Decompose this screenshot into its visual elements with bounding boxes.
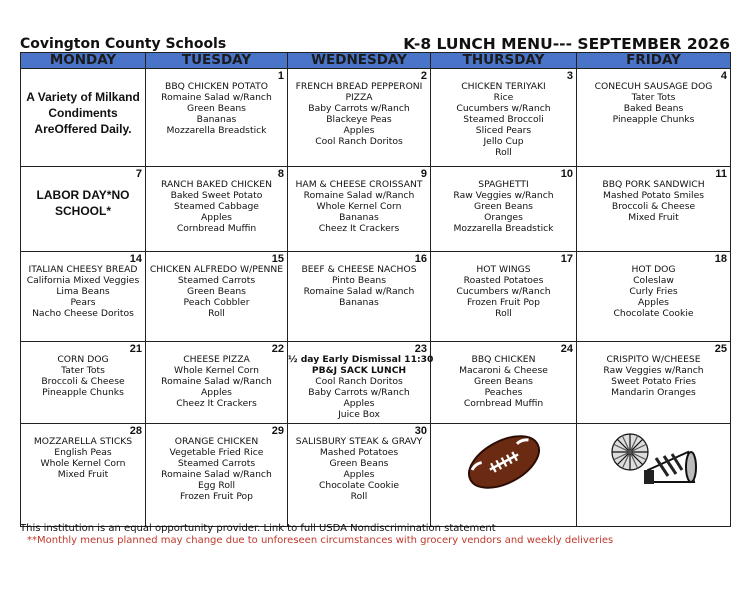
- menu-item: Mandarin Oranges: [611, 387, 696, 398]
- day-cell: [21, 69, 146, 167]
- menu-item: Green Beans: [474, 201, 533, 212]
- menu-item: Roll: [495, 147, 512, 158]
- menu-items: [146, 342, 287, 409]
- menu-items: [577, 69, 730, 125]
- menu-item: Vegetable Fried Rice: [169, 447, 264, 458]
- football-icon: [462, 430, 546, 499]
- weekday-header: FRIDAY: [577, 53, 731, 69]
- menu-calendar: [20, 52, 731, 527]
- calendar-week-row: [21, 424, 731, 527]
- day-number: 8: [277, 168, 284, 180]
- day-number: 29: [271, 425, 284, 437]
- day-number: 7: [135, 168, 142, 180]
- menu-item: Green Beans: [187, 103, 246, 114]
- menu-item: Pears: [70, 297, 96, 308]
- day-number: 9: [420, 168, 427, 180]
- menu-change-notice: **Monthly menus planned may change due to unforeseen circumstances with grocery vendors and weekly deliveries: [27, 535, 614, 546]
- menu-item: Green Beans: [474, 376, 533, 387]
- menu-title: K-8 LUNCH MENU--- SEPTEMBER 2026: [403, 35, 730, 53]
- menu-item: Bananas: [339, 297, 379, 308]
- menu-entree: CHICKEN TERIYAKI: [461, 81, 546, 92]
- menu-item: Green Beans: [329, 458, 389, 469]
- day-cell: [577, 167, 731, 252]
- cell-note: [21, 69, 145, 137]
- menu-item: California Mixed Veggies: [26, 275, 140, 286]
- menu-item: Cool Ranch Doritos: [315, 136, 403, 147]
- calendar-week-row: [21, 167, 731, 252]
- day-cell-content: [146, 424, 287, 526]
- menu-entree: SALISBURY STEAK & GRAVY: [295, 436, 423, 447]
- day-cell-content: [431, 69, 576, 166]
- day-cell-content: [288, 167, 430, 251]
- day-cell-content: [288, 342, 434, 423]
- menu-item: Chocolate Cookie: [613, 308, 694, 319]
- menu-item: Baked Sweet Potato: [170, 190, 263, 201]
- weekday-header-row: [21, 53, 731, 69]
- menu-item: Apples: [638, 297, 669, 308]
- menu-item: Apples: [201, 212, 232, 223]
- menu-item: Apples: [343, 469, 375, 480]
- day-cell-content: [431, 342, 576, 423]
- menu-items: [431, 167, 576, 234]
- day-cell-content: [146, 342, 287, 423]
- menu-items: [288, 252, 430, 308]
- day-cell-content: [577, 252, 730, 341]
- menu-entree: BEEF & CHEESE NACHOS: [301, 264, 417, 275]
- menu-item: Chocolate Cookie: [318, 480, 400, 491]
- menu-item: Romaine Salad w/Ranch: [161, 92, 272, 103]
- equal-opportunity-statement: This institution is an equal opportunity provider. Link to full USDA Nondiscrimination statement: [20, 523, 496, 534]
- day-cell: [146, 69, 288, 167]
- menu-item: Whole Kernel Corn: [316, 201, 402, 212]
- menu-item: Baked Beans: [623, 103, 684, 114]
- menu-item: Pineapple Chunks: [42, 387, 124, 398]
- day-number: 16: [414, 253, 427, 265]
- menu-entree: CHEESE PIZZA: [183, 354, 250, 365]
- weekday-header: MONDAY: [21, 53, 146, 69]
- menu-entree: HAM & CHEESE CROISSANT: [295, 179, 423, 190]
- day-cell: [577, 69, 731, 167]
- day-cell-content: [288, 424, 430, 526]
- menu-item: Coleslaw: [633, 275, 674, 286]
- menu-item: Tater Tots: [61, 365, 105, 376]
- menu-item: Mozzarella Breadstick: [453, 223, 554, 234]
- menu-entree: HOT WINGS: [476, 264, 531, 275]
- day-cell-content: [288, 252, 430, 341]
- menu-item: Pineapple Chunks: [612, 114, 695, 125]
- menu-item: Cool Ranch Doritos: [315, 376, 403, 387]
- calendar-week-row: [21, 69, 731, 167]
- menu-item: Frozen Fruit Pop: [467, 297, 540, 308]
- menu-item: Whole Kernel Corn: [174, 365, 259, 376]
- menu-items: [288, 424, 430, 502]
- day-number: 15: [271, 253, 284, 265]
- menu-entree: HOT DOG: [631, 264, 676, 275]
- day-cell: [21, 252, 146, 342]
- menu-item: PB&J SACK LUNCH: [311, 365, 407, 376]
- menu-item: Apples: [343, 125, 375, 136]
- day-cell: [431, 424, 577, 527]
- menu-item: Romaine Salad w/Ranch: [303, 190, 415, 201]
- day-number: 4: [720, 70, 727, 82]
- menu-items: [431, 342, 576, 409]
- day-cell-content: [146, 252, 287, 341]
- day-number: 28: [129, 425, 142, 437]
- menu-item: Lima Beans: [56, 286, 110, 297]
- day-cell: [21, 342, 146, 424]
- menu-item: Juice Box: [338, 409, 380, 420]
- menu-item: Raw Veggies w/Ranch: [453, 190, 554, 201]
- note-line: and Condiments Are: [34, 90, 140, 136]
- day-cell-content: [146, 69, 287, 166]
- day-cell-content: [21, 342, 145, 423]
- day-cell: [577, 424, 731, 527]
- day-cell: [288, 424, 431, 527]
- note-line: *NO SCHOOL*: [54, 188, 130, 218]
- weekday-header: TUESDAY: [146, 53, 288, 69]
- menu-item: Romaine Salad w/Ranch: [161, 469, 272, 480]
- menu-items: [431, 252, 576, 319]
- day-number: 18: [714, 253, 727, 265]
- menu-item: Green Beans: [187, 286, 246, 297]
- day-cell: [431, 69, 577, 167]
- day-number: 22: [271, 343, 284, 355]
- menu-item: Frozen Fruit Pop: [180, 491, 253, 502]
- menu-item: Nacho Cheese Doritos: [32, 308, 134, 319]
- menu-entree: CHICKEN ALFREDO W/PENNE: [149, 264, 284, 275]
- menu-item: Raw Veggies w/Ranch: [603, 365, 704, 376]
- day-cell-content: [577, 69, 730, 166]
- day-cell-content: [21, 69, 145, 166]
- menu-item: Jello Cup: [483, 136, 524, 147]
- menu-item: Mozzarella Breadstick: [166, 125, 267, 136]
- school-name: Covington County Schools: [20, 36, 227, 52]
- menu-item: Bananas: [196, 114, 237, 125]
- day-number: 23: [414, 343, 427, 355]
- menu-items: [146, 424, 287, 502]
- menu-item: Baby Carrots w/Ranch: [308, 387, 410, 398]
- day-cell: [577, 342, 731, 424]
- day-cell-content: [431, 252, 576, 341]
- menu-entree: FRENCH BREAD PEPPERONI: [295, 81, 423, 92]
- day-cell-content: [431, 424, 576, 526]
- menu-item: Cucumbers w/Ranch: [456, 103, 551, 114]
- menu-item: Tater Tots: [631, 92, 676, 103]
- menu-item: Cheez It Crackers: [176, 398, 257, 409]
- menu-item: Mashed Potatoes: [319, 447, 399, 458]
- day-number: 2: [420, 70, 427, 82]
- menu-items: [21, 424, 145, 480]
- menu-item: Curly Fries: [629, 286, 678, 297]
- menu-items: [288, 167, 430, 234]
- menu-items: [577, 167, 730, 223]
- menu-item: Oranges: [484, 212, 523, 223]
- menu-items: [577, 252, 730, 319]
- day-cell-content: [146, 167, 287, 251]
- calendar-week-row: [21, 342, 731, 424]
- menu-item: Steamed Carrots: [177, 275, 256, 286]
- menu-items: [431, 69, 576, 158]
- menu-item: Baby Carrots w/Ranch: [308, 103, 410, 114]
- note-line: Offered Daily.: [54, 122, 132, 136]
- day-number: 30: [414, 425, 427, 437]
- day-cell: [288, 167, 431, 252]
- day-cell: [431, 167, 577, 252]
- menu-item: Macaroni & Cheese: [459, 365, 548, 376]
- menu-item: Bananas: [339, 212, 379, 223]
- menu-items: [577, 342, 730, 398]
- menu-item: Roll: [495, 308, 512, 319]
- day-number: 11: [715, 168, 727, 180]
- day-cell-content: [21, 252, 145, 341]
- day-cell-content: [577, 167, 730, 251]
- day-cell-content: [21, 167, 145, 251]
- note-line: A Variety of Milk: [26, 90, 119, 104]
- menu-entree: ITALIAN CHEESY BREAD: [28, 264, 138, 275]
- menu-entree: BBQ CHICKEN POTATO: [165, 81, 268, 92]
- day-cell: [577, 252, 731, 342]
- menu-item: Cucumbers w/Ranch: [456, 286, 551, 297]
- day-cell-content: [577, 424, 730, 526]
- menu-entree: CRISPITO W/CHEESE: [606, 354, 701, 365]
- menu-items: [146, 252, 287, 319]
- menu-item: Broccoli & Cheese: [611, 201, 696, 212]
- menu-item: Cornbread Muffin: [176, 223, 257, 234]
- day-cell: [431, 252, 577, 342]
- menu-item: Roll: [208, 308, 225, 319]
- menu-item: Steamed Carrots: [177, 458, 256, 469]
- note-line: LABOR DAY: [36, 188, 107, 202]
- day-number: 10: [560, 168, 573, 180]
- day-cell-content: [288, 69, 430, 166]
- day-number: 25: [714, 343, 727, 355]
- day-cell: [288, 252, 431, 342]
- menu-entree: CONECUH SAUSAGE DOG: [594, 81, 713, 92]
- day-number: 1: [277, 70, 284, 82]
- menu-item: Cheez It Crackers: [318, 223, 400, 234]
- day-number: 17: [560, 253, 573, 265]
- menu-items: [288, 342, 434, 420]
- day-cell-content: [21, 424, 145, 526]
- menu-entree: MOZZARELLA STICKS: [33, 436, 133, 447]
- menu-entree: BBQ CHICKEN: [471, 354, 536, 365]
- menu-item: Apples: [201, 387, 232, 398]
- day-cell: [146, 252, 288, 342]
- menu-entree: BBQ PORK SANDWICH: [602, 179, 705, 190]
- menu-item: Romaine Salad w/Ranch: [161, 376, 272, 387]
- weekday-header: WEDNESDAY: [288, 53, 431, 69]
- day-number: 3: [566, 70, 573, 82]
- menu-item: Romaine Salad w/Ranch: [303, 286, 415, 297]
- menu-items: [288, 69, 430, 147]
- menu-item: Apples: [343, 398, 375, 409]
- menu-items: [21, 252, 145, 319]
- day-cell: [288, 342, 434, 424]
- day-number: 21: [129, 343, 142, 355]
- menu-item: Steamed Cabbage: [174, 201, 259, 212]
- menu-item: Cornbread Muffin: [463, 398, 544, 409]
- menu-items: [146, 69, 287, 136]
- menu-item: Mashed Potato Smiles: [602, 190, 705, 201]
- day-cell-content: [431, 167, 576, 251]
- menu-items: [21, 342, 145, 398]
- menu-item: Roll: [350, 491, 368, 502]
- day-cell: [288, 69, 431, 167]
- menu-entree: RANCH BAKED CHICKEN: [161, 179, 272, 190]
- day-number: 14: [129, 253, 142, 265]
- menu-item: Sliced Pears: [475, 125, 532, 136]
- menu-item: English Peas: [54, 447, 112, 458]
- menu-item: Roasted Potatoes: [463, 275, 544, 286]
- day-cell: [21, 167, 146, 252]
- menu-item: Sweet Potato Fries: [611, 376, 696, 387]
- calendar-week-row: [21, 252, 731, 342]
- menu-item: Pinto Beans: [331, 275, 387, 286]
- menu-item: Mixed Fruit: [628, 212, 679, 223]
- menu-item: Peaches: [484, 387, 523, 398]
- menu-item: Peach Cobbler: [183, 297, 250, 308]
- day-cell-content: [577, 342, 730, 423]
- menu-entree: ORANGE CHICKEN: [174, 436, 259, 447]
- day-cell: [21, 424, 146, 527]
- menu-item: Blackeye Peas: [326, 114, 392, 125]
- day-number: 24: [560, 343, 573, 355]
- menu-item: Mixed Fruit: [57, 469, 109, 480]
- menu-item: Steamed Broccoli: [463, 114, 544, 125]
- day-cell: [146, 167, 288, 252]
- cell-note: [21, 167, 145, 219]
- pompom-megaphone-icon: [608, 430, 700, 501]
- menu-items: [146, 167, 287, 234]
- menu-item: Egg Roll: [197, 480, 236, 491]
- menu-item: Whole Kernel Corn: [40, 458, 126, 469]
- menu-item: Broccoli & Cheese: [41, 376, 125, 387]
- menu-entree: SPAGHETTI: [478, 179, 529, 190]
- day-cell: [431, 342, 577, 424]
- menu-entree: ½ day Early Dismissal 11:30: [288, 354, 434, 365]
- day-cell: [146, 342, 288, 424]
- menu-item: Rice: [493, 92, 514, 103]
- menu-entree: CORN DOG: [57, 354, 109, 365]
- menu-item: PIZZA: [345, 92, 373, 103]
- weekday-header: THURSDAY: [431, 53, 577, 69]
- day-cell: [146, 424, 288, 527]
